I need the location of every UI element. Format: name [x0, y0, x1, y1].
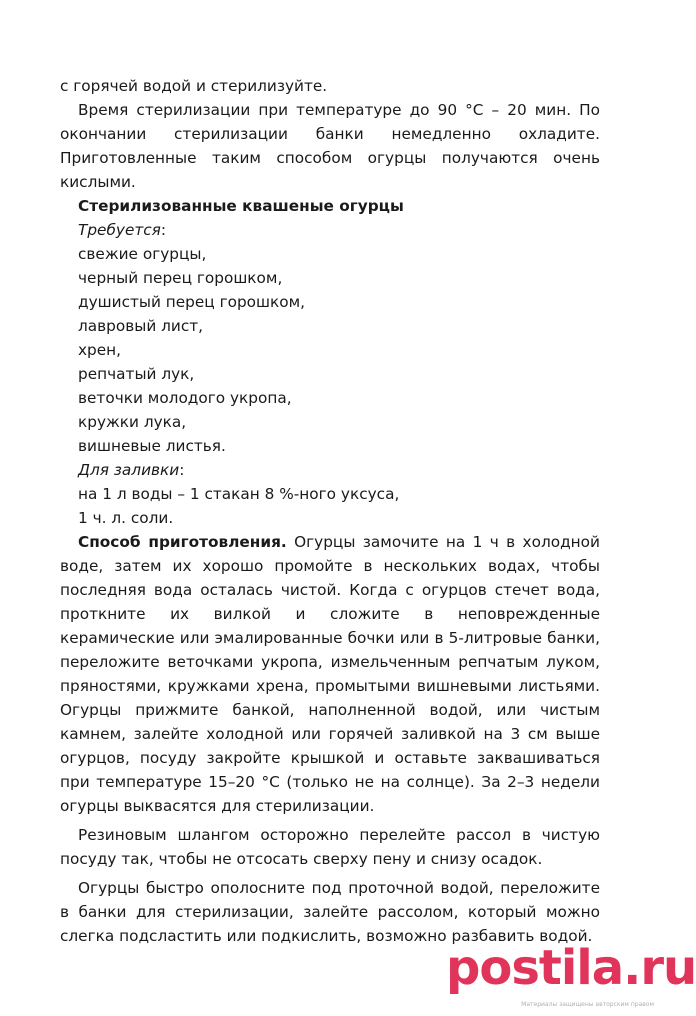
ingredient-item: хрен,: [78, 341, 122, 359]
watermark-text: postila.ru: [446, 940, 696, 996]
ingredient-item: вишневые листья.: [78, 437, 226, 455]
recipe-title: Стерилизованные квашеные огурцы: [78, 197, 404, 215]
watermark-logo: [446, 940, 696, 996]
method-label: Способ приготовления.: [78, 533, 287, 551]
ingredient-item: веточки молодого укропа,: [78, 389, 292, 407]
ingredient-item: черный перец горошком,: [78, 269, 283, 287]
ingredient-item: кружки лука,: [78, 413, 187, 431]
paragraph-rubber-hose: Резиновым шлангом осторожно перелейте рассол в чистую посуду так, чтобы не отсосать сверху пену и снизу осадок.: [60, 826, 600, 868]
paragraph-sterilization-time: Время стерилизации при температуре до 90 °С – 20 мин. По окончании стерилизации банки немедленно охладите. Приготовленные таким способом огурцы получаются очень кислыми.: [60, 101, 600, 191]
brine-item: на 1 л воды – 1 стакан 8 %-ного уксуса,: [78, 485, 400, 503]
ingredient-item: свежие огурцы,: [78, 245, 207, 263]
brine-label: Для заливки: [78, 461, 180, 479]
ingredients-list: [60, 242, 600, 458]
ingredient-item: лавровый лист,: [78, 317, 204, 335]
brine-item: 1 ч. л. соли.: [78, 509, 174, 527]
brine-list: [60, 482, 600, 530]
required-label-line: Требуется:: [78, 221, 167, 239]
paragraph-sterilize-end: с горячей водой и стерилизуйте.: [60, 77, 328, 95]
paragraph-rinse: Огурцы быстро ополосните под проточной водой, переложите в банки для стерилизации, залейте рассолом, который можно слегка подсластить или подкислить, возможно разбавить водой.: [60, 879, 600, 945]
ingredient-item: репчатый лук,: [78, 365, 195, 383]
method-paragraph: [60, 530, 600, 818]
required-label: Требуется: [78, 221, 161, 239]
method-text: Огурцы замочите на 1 ч в холодной воде, затем их хорошо промойте в нескольких водах, чтобы последняя вода осталась чистой. Когда с огурцов стечет вода, проткните их вилкой и сложите в неповрежденные керамические или эмалированные бочки или в 5-литровые банки, переложите веточками укропа, измельченным репчатым луком, пряностями, кружками хрена, промытыми вишневыми листьями. Огурцы прижмите банкой, наполненной водой, или чистым камнем, залейте холодной или горячей заливкой на 3 см выше огурцов, посуду закройте крышкой и оставьте заквашиваться при температуре 15–20 °С (только не на солнце). За 2–3 недели огурцы выквасятся для стерилизации.: [60, 533, 600, 815]
document-page: [60, 74, 600, 948]
watermark-copyright: Материалы защищены авторским правом: [521, 1001, 654, 1008]
ingredient-item: душистый перец горошком,: [78, 293, 306, 311]
brine-label-line: Для заливки:: [78, 461, 185, 479]
